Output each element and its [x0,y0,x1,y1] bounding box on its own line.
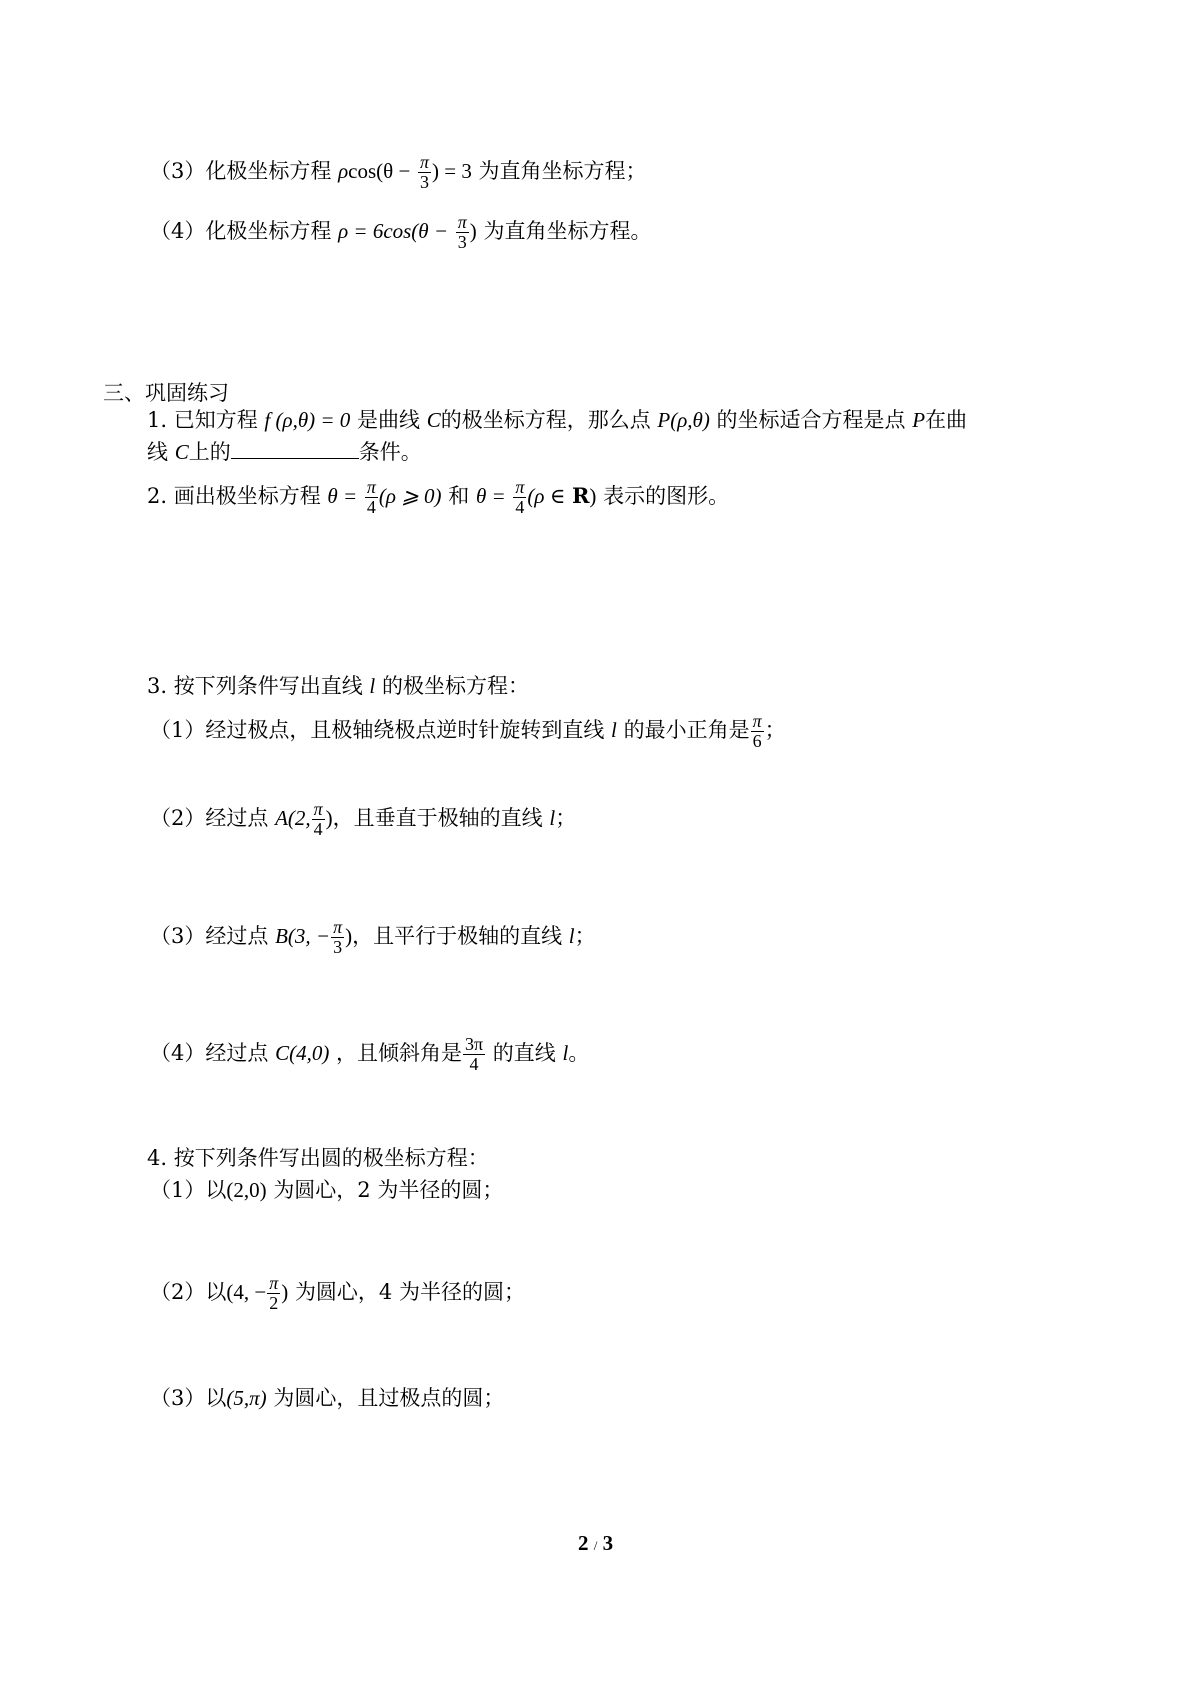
q3-rho: ρ [338,158,349,183]
q4-post: 为直角坐标方程。 [483,218,652,243]
p1-C: C [426,408,441,432]
p2-num: 2. [147,483,168,508]
problem-3-1 [150,712,786,751]
p1-a: 已知方程 [173,408,258,432]
p1-c: 的极坐标方程，那么点 [440,408,651,432]
q3-frac-den: 3 [420,171,429,192]
problem-3-intro [147,674,529,699]
p1-P-expr: P(ρ,θ) [657,408,710,432]
problem-3-2 [150,800,576,839]
p4-2-center: (4, − [226,1279,267,1304]
p3-1-frac-den: 6 [752,730,762,751]
p2-c: 表示的图形。 [603,483,730,508]
p1-P: P [912,408,926,432]
p3-1-frac [751,712,764,751]
problem-4-intro [147,1146,489,1171]
p4-2-frac [267,1274,280,1313]
p4-3-center: (5,π) [226,1386,267,1410]
p3-2c: ； [555,805,577,830]
p2-theta-eq-1: θ = [327,483,358,508]
p3-3-frac-den: 3 [333,936,343,957]
p1-e: 在曲 [925,408,968,432]
p1-g: 上的 [188,440,231,464]
q3-cos: cos(θ − [348,158,411,183]
problem-1-line1 [147,408,967,433]
problem-2 [147,478,729,517]
p2-a: 画出极坐标方程 [173,483,321,508]
section-heading: 三、巩固练习 [103,381,229,405]
p3-3-l: l [568,923,575,948]
q3-post: 为直角坐标方程； [478,158,647,183]
p3-2-frac-den: 4 [313,818,323,839]
p2-frac-2 [513,478,526,517]
problem-3-4 [150,1035,589,1074]
p3-4-l: l [562,1040,569,1065]
p1-C2: C [174,440,189,464]
p3-4a: （4）经过点 [150,1040,269,1065]
p3-2-A: A(2, [275,805,311,830]
p3-1b: 的最小正角是 [623,717,750,742]
p3-3-frac [331,918,344,957]
p2-b: 和 [448,483,470,508]
problem-4-1 [150,1178,503,1203]
q3-frac [418,153,431,192]
p3-1-frac-num: π [752,711,762,731]
part2-q3 [150,153,647,192]
q4-frac-num: π [457,212,467,232]
p2-frac-2-num: π [515,477,525,497]
p4-1a: （1）以 [150,1178,227,1202]
p2-frac-2-den: 4 [515,496,525,517]
p4-2-frac-num: π [269,1273,279,1293]
p2-frac-1-num: π [366,477,376,497]
q4-expr: ρ = 6cos(θ − [338,218,449,243]
p3-3a: （3）经过点 [150,923,269,948]
p1-answer-blank[interactable] [231,440,359,459]
p3-4b: ，且倾斜角是 [336,1040,462,1065]
page-number [0,1531,1191,1556]
p1-h: 条件。 [358,440,422,464]
p1-d: 的坐标适合方程是点 [716,408,906,432]
p3-intro: 按下列条件写出直线 [173,674,363,698]
p3-3-B: B(3, − [275,923,331,948]
p2-theta-eq-2: θ = [475,483,506,508]
p2-frac-1-den: 4 [366,496,376,517]
p3-3c: ； [574,923,596,948]
p2-rho-ge0: (ρ ⩾ 0) [378,483,442,508]
page-current: 2 [577,1531,589,1555]
p1-f-expr: f (ρ,θ) = 0 [264,408,351,432]
part2-q4 [150,213,651,252]
p2-close: ) [589,483,597,508]
p3-2-close: ) [325,805,333,830]
p3-2-frac-num: π [313,799,323,819]
p2-rho-in: (ρ ∈ [527,483,566,508]
page-separator: / [593,1538,598,1553]
p1-f: 线 [147,440,168,464]
p4-intro: 按下列条件写出圆的极坐标方程： [173,1146,489,1170]
problem-1-line2 [147,440,422,465]
p4-1b: 为圆心，2 为半径的圆； [273,1178,504,1202]
p3-4d: 。 [568,1040,590,1065]
problem-3-3 [150,918,596,957]
p3-4-frac [463,1035,485,1074]
q3-pre: （3）化极坐标方程 [150,158,332,183]
p3-4-frac-num: 3π [465,1034,484,1054]
p2-R: R [571,482,590,508]
page-total: 3 [602,1531,614,1555]
p3-2a: （2）经过点 [150,805,269,830]
p4-3a: （3）以 [150,1386,227,1410]
p3-intro-post: 的极坐标方程： [381,674,529,698]
p4-1-center: (2,0) [226,1178,267,1202]
p4-2a: （2）以 [150,1279,227,1304]
p3-4c: 的直线 [492,1040,556,1065]
p2-frac-1 [365,478,378,517]
p4-num: 4. [147,1146,168,1170]
p3-2b: ，且垂直于极轴的直线 [332,805,543,830]
p1-num: 1. [147,408,168,432]
p3-1c: ； [764,717,786,742]
p4-2-frac-den: 2 [269,1292,279,1313]
p3-2-l: l [549,805,556,830]
p3-2-frac [312,800,325,839]
q4-frac-den: 3 [457,231,467,252]
q4-pre: （4）化极坐标方程 [150,218,332,243]
q3-close: ) = 3 [432,158,472,183]
p3-4-frac-den: 4 [469,1053,479,1074]
p3-3-frac-num: π [333,917,343,937]
problem-4-3 [150,1386,504,1411]
p3-3b: ，且平行于极轴的直线 [352,923,563,948]
p3-num: 3. [147,674,168,698]
problem-4-2 [150,1274,525,1313]
q3-frac-num: π [419,152,430,172]
p3-l: l [369,674,376,698]
p3-1a: （1）经过极点，且极轴绕极点逆时针旋转到直线 [150,717,605,742]
p1-b: 是曲线 [357,408,420,432]
p3-4-C: C(4,0) [275,1040,330,1065]
p4-3b: 为圆心，且过极点的圆； [273,1386,505,1410]
p3-1-l: l [611,717,617,742]
q4-close: ) [469,218,477,243]
p4-2b: 为圆心，4 为半径的圆； [294,1279,525,1304]
p3-3-close: ) [345,923,353,948]
p4-2-close: ) [281,1279,289,1304]
q4-frac [456,213,469,252]
